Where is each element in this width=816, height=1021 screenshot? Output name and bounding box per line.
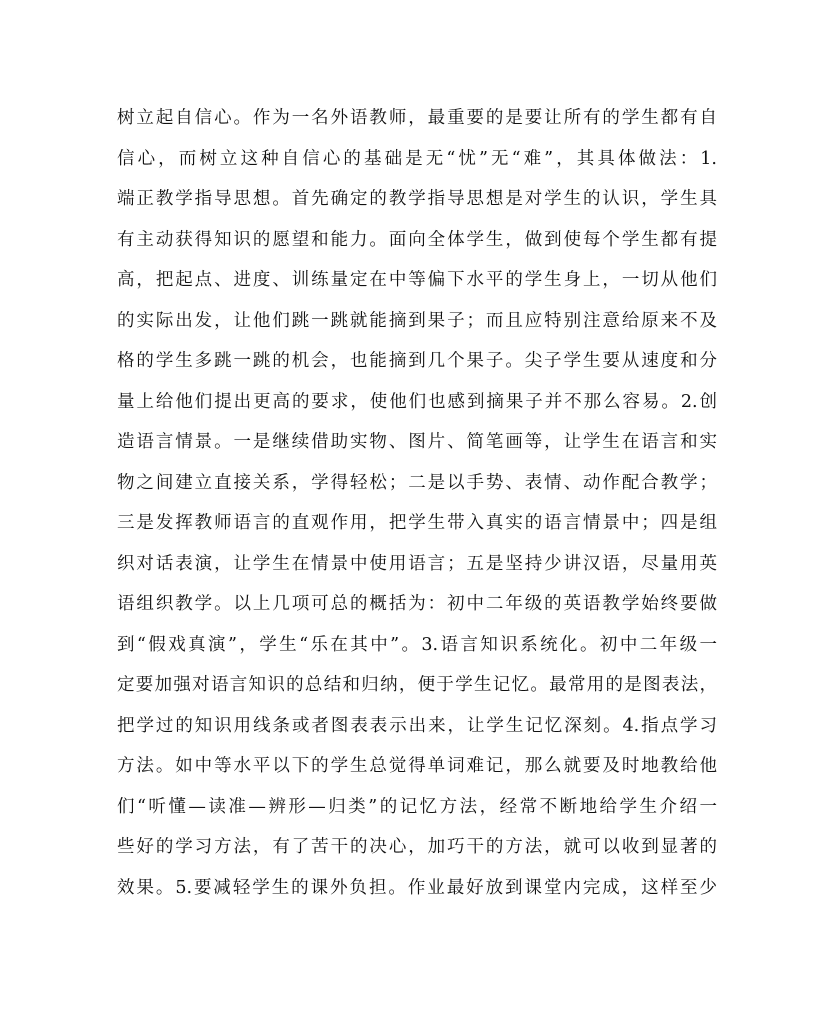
text-line: 的实际出发，让他们跳一跳就能摘到果子；而且应特别注意给原来不及 bbox=[117, 310, 717, 331]
text-line: 到“假戏真演”，学生“乐在其中”。3.语言知识系统化。初中二年级一 bbox=[117, 634, 717, 655]
text-line: 把学过的知识用线条或者图表表示出来，让学生记忆深刻。4.指点学习 bbox=[117, 715, 717, 736]
text-line: 物之间建立直接关系，学得轻松；二是以手势、表情、动作配合教学； bbox=[117, 472, 717, 493]
text-line: 方法。如中等水平以下的学生总觉得单词难记，那么就要及时地教给他 bbox=[117, 756, 717, 776]
text-line: 树立起自信心。作为一名外语教师，最重要的是要让所有的学生都有自 bbox=[117, 108, 717, 128]
text-line: 信心，而树立这种自信心的基础是无“忧”无“难”，其具体做法：1. bbox=[117, 148, 717, 169]
text-line: 定要加强对语言知识的总结和归纳，便于学生记忆。最常用的是图表法， bbox=[117, 675, 717, 695]
text-line: 织对话表演，让学生在情景中使用语言；五是坚持少讲汉语，尽量用英 bbox=[117, 553, 717, 574]
text-line: 量上给他们提出更高的要求，使他们也感到摘果子并不那么容易。2.创 bbox=[117, 391, 717, 412]
text-line: 端正教学指导思想。首先确定的教学指导思想是对学生的认识，学生具 bbox=[117, 189, 717, 209]
text-line: 们“听懂—读准—辨形—归类”的记忆方法，经常不断地给学生介绍一 bbox=[117, 796, 717, 817]
text-line: 高，把起点、进度、训练量定在中等偏下水平的学生身上，一切从他们 bbox=[117, 270, 717, 290]
text-line: 效果。5.要减轻学生的课外负担。作业最好放到课堂内完成，这样至少 bbox=[117, 877, 717, 898]
text-line: 语组织教学。以上几项可总的概括为：初中二年级的英语教学始终要做 bbox=[117, 594, 717, 614]
text-line: 格的学生多跳一跳的机会，也能摘到几个果子。尖子学生要从速度和分 bbox=[117, 351, 717, 371]
text-line: 造语言情景。一是继续借助实物、图片、简笔画等，让学生在语言和实 bbox=[117, 432, 717, 452]
text-line: 些好的学习方法，有了苦干的决心，加巧干的方法，就可以收到显著的 bbox=[117, 837, 717, 857]
text-line: 三是发挥教师语言的直观作用，把学生带入真实的语言情景中；四是组 bbox=[117, 513, 717, 533]
body-text bbox=[117, 98, 717, 908]
text-line: 有主动获得知识的愿望和能力。面向全体学生，做到使每个学生都有提 bbox=[117, 229, 717, 250]
